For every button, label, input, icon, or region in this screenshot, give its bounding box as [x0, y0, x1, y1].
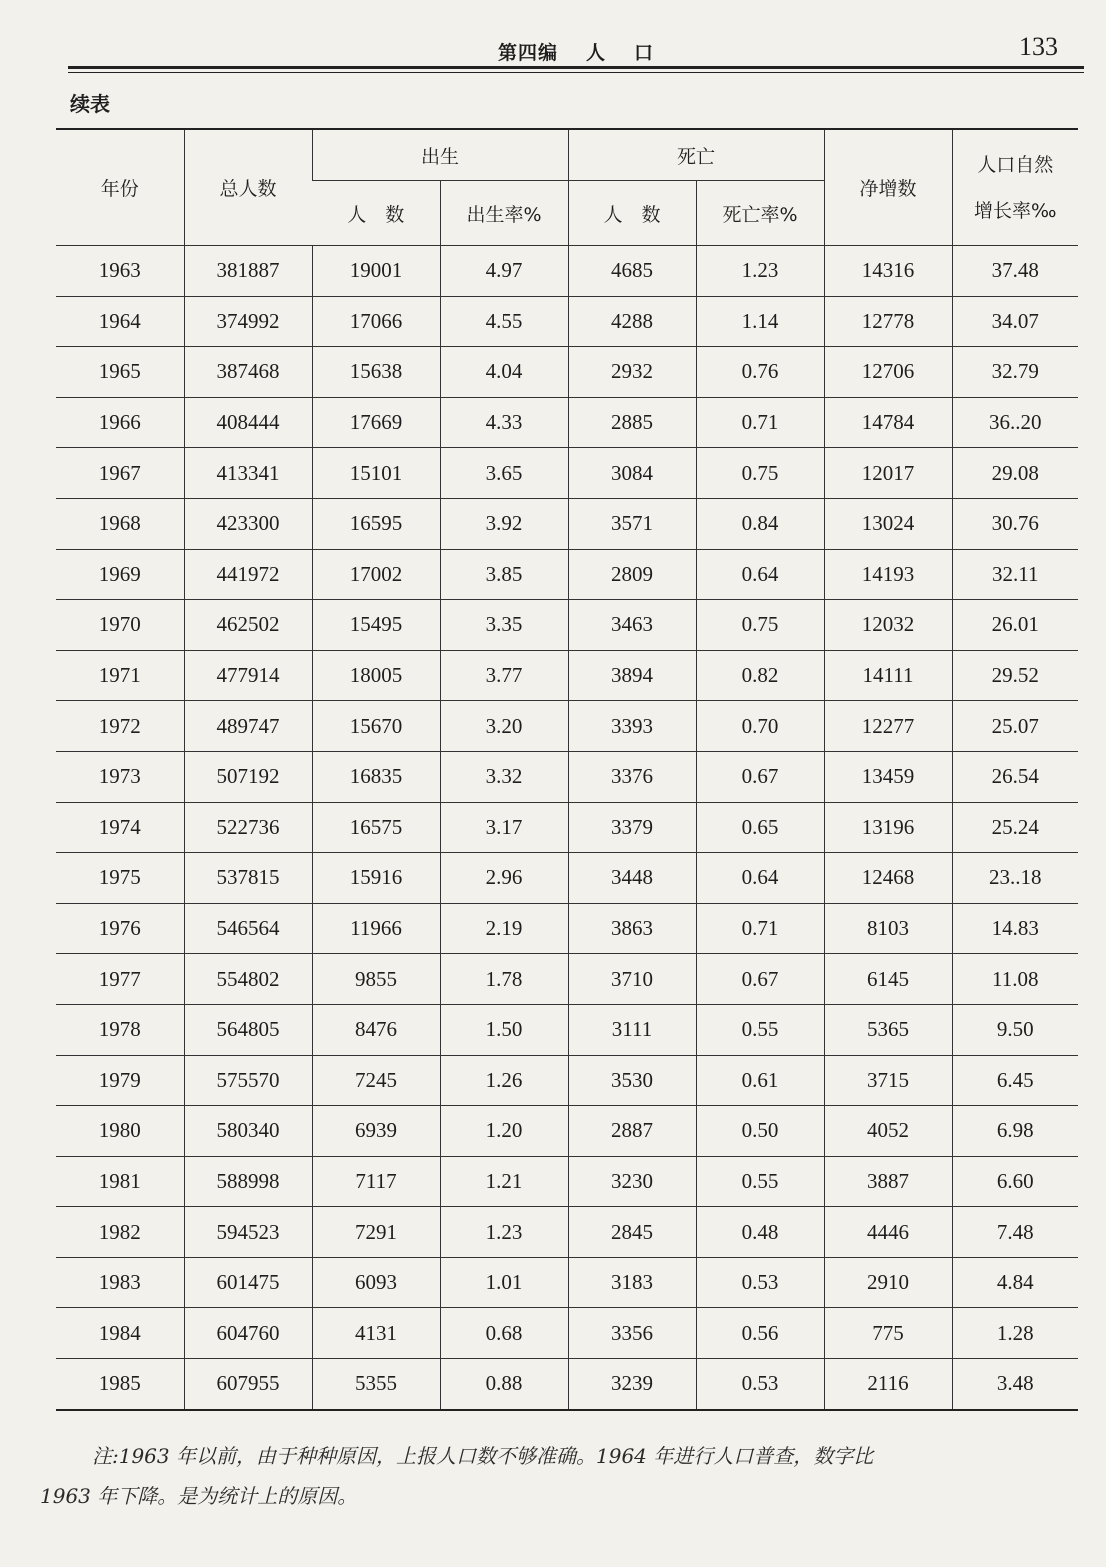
cell-total-population: 564805 [184, 1004, 312, 1055]
cell-net-increase: 13196 [824, 802, 952, 853]
footnote-line2: 1963 年下降。是为统计上的原因。 [40, 1484, 358, 1508]
cell-net-increase: 5365 [824, 1004, 952, 1055]
cell-total-population: 601475 [184, 1257, 312, 1308]
cell-birth-rate: 4.97 [440, 246, 568, 297]
cell-death-count: 2845 [568, 1207, 696, 1258]
table-row [56, 397, 1078, 448]
cell-net-increase: 14316 [824, 246, 952, 297]
chapter-part-label: 第四编 [498, 42, 559, 64]
cell-death-count: 3379 [568, 802, 696, 853]
population-table [56, 128, 1078, 1411]
chapter-subject-char2: 口 [634, 42, 655, 64]
cell-growth-rate: 32.11 [952, 549, 1078, 600]
cell-birth-count: 19001 [312, 246, 440, 297]
cell-death-count: 3393 [568, 701, 696, 752]
cell-total-population: 575570 [184, 1055, 312, 1106]
cell-birth-rate: 1.26 [440, 1055, 568, 1106]
cell-year: 1963 [56, 246, 184, 297]
cell-net-increase: 8103 [824, 903, 952, 954]
cell-growth-rate: 26.54 [952, 751, 1078, 802]
cell-birth-count: 15670 [312, 701, 440, 752]
table-row [56, 448, 1078, 499]
cell-growth-rate: 6.45 [952, 1055, 1078, 1106]
cell-death-rate: 0.53 [696, 1359, 824, 1410]
cell-total-population: 604760 [184, 1308, 312, 1359]
cell-death-rate: 0.50 [696, 1106, 824, 1157]
cell-birth-count: 7117 [312, 1156, 440, 1207]
cell-death-rate: 0.82 [696, 650, 824, 701]
table-row [56, 701, 1078, 752]
cell-growth-rate: 6.98 [952, 1106, 1078, 1157]
cell-birth-rate: 0.68 [440, 1308, 568, 1359]
table-row [56, 802, 1078, 853]
table-row [56, 954, 1078, 1005]
cell-death-rate: 0.48 [696, 1207, 824, 1258]
cell-total-population: 546564 [184, 903, 312, 954]
header-rule-thin [68, 72, 1084, 73]
cell-net-increase: 12468 [824, 853, 952, 904]
cell-total-population: 441972 [184, 549, 312, 600]
cell-death-count: 3894 [568, 650, 696, 701]
cell-birth-rate: 3.65 [440, 448, 568, 499]
cell-birth-count: 7245 [312, 1055, 440, 1106]
cell-death-rate: 0.65 [696, 802, 824, 853]
cell-net-increase: 3887 [824, 1156, 952, 1207]
cell-growth-rate: 25.24 [952, 802, 1078, 853]
cell-year: 1964 [56, 296, 184, 347]
cell-year: 1980 [56, 1106, 184, 1157]
cell-total-population: 423300 [184, 498, 312, 549]
cell-net-increase: 14193 [824, 549, 952, 600]
cell-death-count: 3530 [568, 1055, 696, 1106]
cell-birth-count: 18005 [312, 650, 440, 701]
cell-year: 1976 [56, 903, 184, 954]
cell-total-population: 408444 [184, 397, 312, 448]
table-row [56, 1257, 1078, 1308]
table-row [56, 600, 1078, 651]
cell-total-population: 489747 [184, 701, 312, 752]
cell-growth-rate: 1.28 [952, 1308, 1078, 1359]
cell-death-rate: 0.67 [696, 751, 824, 802]
cell-birth-rate: 3.85 [440, 549, 568, 600]
continued-label: 续表 [70, 92, 110, 116]
cell-net-increase: 3715 [824, 1055, 952, 1106]
cell-death-rate: 0.64 [696, 549, 824, 600]
cell-death-rate: 0.61 [696, 1055, 824, 1106]
cell-growth-rate: 36..20 [952, 397, 1078, 448]
header-death-group: 死亡 [568, 129, 824, 181]
cell-birth-count: 7291 [312, 1207, 440, 1258]
table-row [56, 1308, 1078, 1359]
cell-net-increase: 2910 [824, 1257, 952, 1308]
header-rule-thick [68, 66, 1084, 69]
cell-year: 1973 [56, 751, 184, 802]
cell-birth-count: 11966 [312, 903, 440, 954]
cell-birth-count: 16835 [312, 751, 440, 802]
header-death-rate: 死亡率% [696, 181, 824, 246]
cell-year: 1983 [56, 1257, 184, 1308]
cell-net-increase: 13024 [824, 498, 952, 549]
cell-death-rate: 0.84 [696, 498, 824, 549]
header-birth-count: 人 数 [312, 181, 440, 246]
cell-growth-rate: 11.08 [952, 954, 1078, 1005]
cell-death-rate: 0.53 [696, 1257, 824, 1308]
header-birth-group: 出生 [312, 129, 568, 181]
cell-growth-rate: 4.84 [952, 1257, 1078, 1308]
table-row [56, 903, 1078, 954]
cell-birth-rate: 2.96 [440, 853, 568, 904]
cell-birth-rate: 2.19 [440, 903, 568, 954]
cell-total-population: 507192 [184, 751, 312, 802]
cell-birth-rate: 4.55 [440, 296, 568, 347]
cell-death-rate: 0.67 [696, 954, 824, 1005]
cell-net-increase: 13459 [824, 751, 952, 802]
header-birth-rate: 出生率% [440, 181, 568, 246]
cell-net-increase: 12032 [824, 600, 952, 651]
table-body [56, 246, 1078, 1410]
cell-year: 1974 [56, 802, 184, 853]
cell-death-count: 3863 [568, 903, 696, 954]
cell-birth-count: 15916 [312, 853, 440, 904]
cell-year: 1982 [56, 1207, 184, 1258]
cell-total-population: 477914 [184, 650, 312, 701]
cell-death-count: 3183 [568, 1257, 696, 1308]
chapter-subject-char1: 人 [586, 42, 607, 64]
cell-total-population: 381887 [184, 246, 312, 297]
cell-year: 1965 [56, 347, 184, 398]
cell-birth-count: 9855 [312, 954, 440, 1005]
cell-total-population: 554802 [184, 954, 312, 1005]
cell-death-count: 3376 [568, 751, 696, 802]
cell-birth-rate: 3.32 [440, 751, 568, 802]
cell-death-rate: 0.76 [696, 347, 824, 398]
cell-birth-count: 16595 [312, 498, 440, 549]
cell-year: 1978 [56, 1004, 184, 1055]
cell-death-count: 3084 [568, 448, 696, 499]
cell-death-count: 3239 [568, 1359, 696, 1410]
cell-net-increase: 14784 [824, 397, 952, 448]
cell-death-rate: 0.71 [696, 903, 824, 954]
cell-birth-rate: 0.88 [440, 1359, 568, 1410]
table-row [56, 1055, 1078, 1106]
cell-growth-rate: 25.07 [952, 701, 1078, 752]
cell-net-increase: 12277 [824, 701, 952, 752]
cell-death-count: 3463 [568, 600, 696, 651]
cell-year: 1984 [56, 1308, 184, 1359]
cell-total-population: 374992 [184, 296, 312, 347]
cell-birth-rate: 3.17 [440, 802, 568, 853]
cell-birth-count: 6093 [312, 1257, 440, 1308]
cell-net-increase: 14111 [824, 650, 952, 701]
table-row [56, 1207, 1078, 1258]
page-number: 133 [1019, 32, 1058, 61]
cell-death-rate: 0.64 [696, 853, 824, 904]
cell-net-increase: 12706 [824, 347, 952, 398]
cell-total-population: 522736 [184, 802, 312, 853]
cell-birth-rate: 1.23 [440, 1207, 568, 1258]
cell-total-population: 462502 [184, 600, 312, 651]
cell-death-rate: 0.56 [696, 1308, 824, 1359]
cell-death-rate: 0.70 [696, 701, 824, 752]
cell-death-count: 2932 [568, 347, 696, 398]
cell-growth-rate: 30.76 [952, 498, 1078, 549]
table-row [56, 1106, 1078, 1157]
cell-birth-rate: 1.78 [440, 954, 568, 1005]
cell-net-increase: 12017 [824, 448, 952, 499]
cell-net-increase: 4052 [824, 1106, 952, 1157]
cell-death-rate: 0.75 [696, 600, 824, 651]
table-row [56, 246, 1078, 297]
cell-birth-rate: 1.50 [440, 1004, 568, 1055]
cell-year: 1967 [56, 448, 184, 499]
header-total-population: 总人数 [184, 129, 312, 246]
cell-total-population: 537815 [184, 853, 312, 904]
cell-death-rate: 0.55 [696, 1004, 824, 1055]
cell-birth-count: 6939 [312, 1106, 440, 1157]
cell-growth-rate: 23..18 [952, 853, 1078, 904]
cell-year: 1971 [56, 650, 184, 701]
table-row [56, 498, 1078, 549]
cell-death-count: 4288 [568, 296, 696, 347]
cell-growth-rate: 9.50 [952, 1004, 1078, 1055]
cell-year: 1977 [56, 954, 184, 1005]
cell-birth-count: 15638 [312, 347, 440, 398]
cell-birth-rate: 3.92 [440, 498, 568, 549]
header-net-increase: 净增数 [824, 129, 952, 246]
header-growth-line1: 人口自然 [977, 153, 1054, 176]
cell-death-count: 4685 [568, 246, 696, 297]
cell-net-increase: 2116 [824, 1359, 952, 1410]
cell-growth-rate: 26.01 [952, 600, 1078, 651]
cell-birth-count: 17002 [312, 549, 440, 600]
cell-birth-rate: 4.33 [440, 397, 568, 448]
cell-year: 1981 [56, 1156, 184, 1207]
table-row [56, 1004, 1078, 1055]
cell-death-rate: 0.55 [696, 1156, 824, 1207]
cell-year: 1970 [56, 600, 184, 651]
cell-net-increase: 12778 [824, 296, 952, 347]
cell-total-population: 607955 [184, 1359, 312, 1410]
table-row [56, 853, 1078, 904]
cell-year: 1985 [56, 1359, 184, 1410]
cell-year: 1979 [56, 1055, 184, 1106]
cell-birth-count: 15495 [312, 600, 440, 651]
cell-birth-count: 4131 [312, 1308, 440, 1359]
cell-growth-rate: 32.79 [952, 347, 1078, 398]
cell-death-count: 2809 [568, 549, 696, 600]
table-row [56, 650, 1078, 701]
table-row [56, 1359, 1078, 1410]
cell-death-rate: 1.14 [696, 296, 824, 347]
cell-death-count: 2887 [568, 1106, 696, 1157]
table-row [56, 751, 1078, 802]
cell-growth-rate: 29.08 [952, 448, 1078, 499]
cell-death-count: 3710 [568, 954, 696, 1005]
header-growth-line2: 增长率‰ [974, 199, 1057, 222]
cell-growth-rate: 7.48 [952, 1207, 1078, 1258]
cell-total-population: 588998 [184, 1156, 312, 1207]
cell-death-rate: 0.75 [696, 448, 824, 499]
table-row [56, 347, 1078, 398]
cell-growth-rate: 29.52 [952, 650, 1078, 701]
cell-growth-rate: 37.48 [952, 246, 1078, 297]
cell-death-rate: 0.71 [696, 397, 824, 448]
header-natural-growth-rate [952, 129, 1078, 246]
cell-year: 1968 [56, 498, 184, 549]
cell-death-count: 3230 [568, 1156, 696, 1207]
cell-death-count: 2885 [568, 397, 696, 448]
table-row [56, 1156, 1078, 1207]
header-death-count: 人 数 [568, 181, 696, 246]
cell-year: 1975 [56, 853, 184, 904]
cell-death-count: 3111 [568, 1004, 696, 1055]
cell-death-rate: 1.23 [696, 246, 824, 297]
cell-birth-rate: 3.20 [440, 701, 568, 752]
cell-death-count: 3448 [568, 853, 696, 904]
cell-growth-rate: 6.60 [952, 1156, 1078, 1207]
cell-net-increase: 4446 [824, 1207, 952, 1258]
cell-growth-rate: 3.48 [952, 1359, 1078, 1410]
cell-year: 1969 [56, 549, 184, 600]
cell-birth-count: 17066 [312, 296, 440, 347]
cell-birth-rate: 1.21 [440, 1156, 568, 1207]
footnote-line1: 注:1963 年以前，由于种种原因，上报人口数不够准确。1964 年进行人口普查，数字比 [92, 1444, 874, 1468]
cell-year: 1966 [56, 397, 184, 448]
cell-growth-rate: 34.07 [952, 296, 1078, 347]
table-row [56, 549, 1078, 600]
header-year: 年份 [56, 129, 184, 246]
cell-birth-rate: 3.35 [440, 600, 568, 651]
cell-year: 1972 [56, 701, 184, 752]
cell-net-increase: 6145 [824, 954, 952, 1005]
chapter-title [498, 38, 654, 65]
cell-total-population: 594523 [184, 1207, 312, 1258]
cell-birth-count: 17669 [312, 397, 440, 448]
cell-birth-rate: 4.04 [440, 347, 568, 398]
cell-growth-rate: 14.83 [952, 903, 1078, 954]
cell-birth-rate: 1.01 [440, 1257, 568, 1308]
cell-birth-rate: 3.77 [440, 650, 568, 701]
table-row [56, 296, 1078, 347]
cell-death-count: 3356 [568, 1308, 696, 1359]
cell-birth-rate: 1.20 [440, 1106, 568, 1157]
cell-total-population: 413341 [184, 448, 312, 499]
cell-net-increase: 775 [824, 1308, 952, 1359]
cell-total-population: 580340 [184, 1106, 312, 1157]
cell-death-count: 3571 [568, 498, 696, 549]
cell-birth-count: 16575 [312, 802, 440, 853]
footnote [40, 1436, 1070, 1516]
cell-birth-count: 8476 [312, 1004, 440, 1055]
cell-birth-count: 5355 [312, 1359, 440, 1410]
cell-total-population: 387468 [184, 347, 312, 398]
cell-birth-count: 15101 [312, 448, 440, 499]
